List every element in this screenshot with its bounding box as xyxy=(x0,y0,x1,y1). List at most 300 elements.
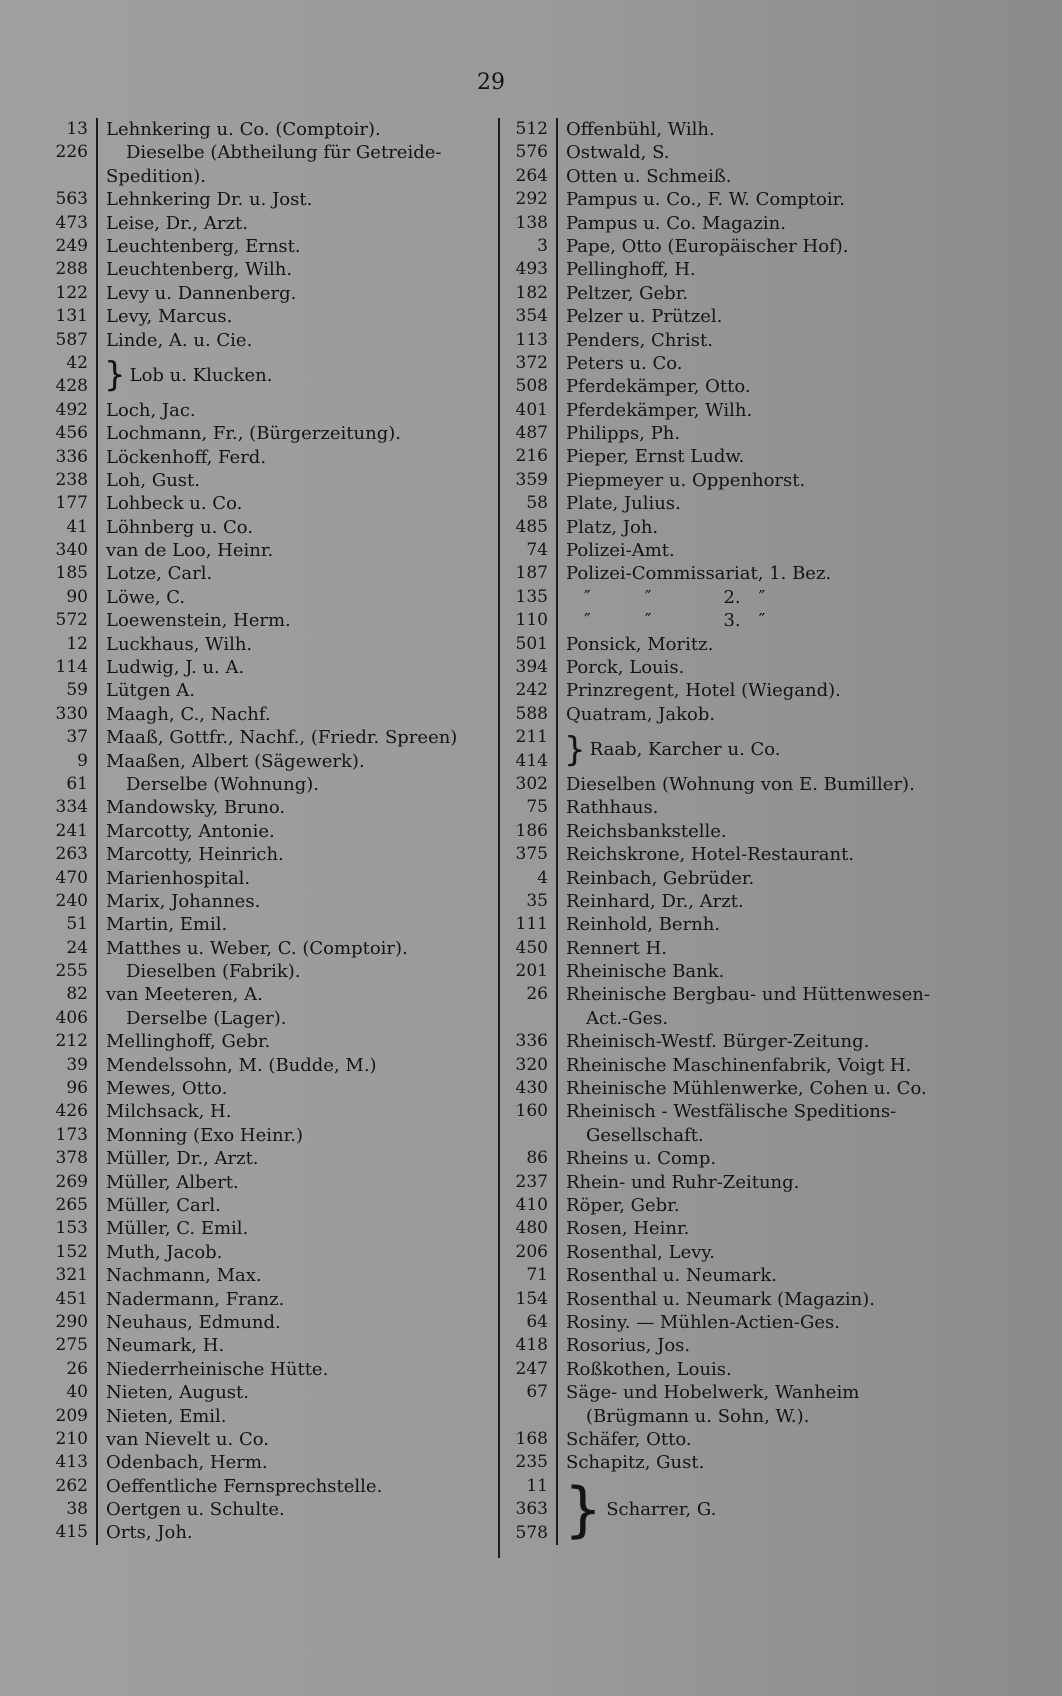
entry-number: 493 xyxy=(500,258,558,281)
entry-name: Ludwig, J. u. A. xyxy=(106,657,245,679)
entry-number: 38 xyxy=(40,1498,98,1521)
entry-name: Nachmann, Max. xyxy=(106,1265,262,1287)
entry-row xyxy=(40,446,480,469)
entry-number: 113 xyxy=(500,329,558,352)
entry-name: Rheinisch-Westf. Bürger-Zeitung. xyxy=(566,1031,870,1053)
entry-number: 578 xyxy=(515,1522,548,1543)
entry-row xyxy=(40,1428,480,1451)
entry-number: 168 xyxy=(500,1428,558,1451)
entry-row xyxy=(500,492,1000,515)
entry-name: Müller, C. Emil. xyxy=(106,1218,249,1240)
entry-number: 512 xyxy=(500,118,558,141)
entry-number: 336 xyxy=(500,1030,558,1053)
entry-name: Peltzer, Gebr. xyxy=(566,282,689,304)
entry-numbers xyxy=(40,352,98,399)
entry-number: 255 xyxy=(40,960,98,983)
entry-name: Röper, Gebr. xyxy=(566,1195,680,1216)
entry-name: Oertgen u. Schulte. xyxy=(106,1499,285,1521)
entry-number: 37 xyxy=(40,726,98,749)
entry-row xyxy=(40,516,480,539)
entry-name: Löckenhoff, Ferd. xyxy=(106,446,267,468)
entry-name: Levy u. Dannenberg. xyxy=(106,282,297,304)
entry-row xyxy=(40,609,480,632)
entry-row xyxy=(500,773,1000,796)
entry-name: Rhein- und Ruhr-Zeitung. xyxy=(566,1171,800,1193)
entry-name: Rheinische Bergbau- und Hüttenwesen- xyxy=(566,984,930,1006)
entry-row xyxy=(500,329,1000,352)
entry-row xyxy=(40,141,480,164)
entry-number: 39 xyxy=(40,1054,98,1077)
entry-name: Martin, Emil. xyxy=(106,914,228,936)
entry-number: 492 xyxy=(40,399,98,422)
entry-name: Reinbach, Gebrüder. xyxy=(566,867,755,889)
entry-row xyxy=(500,1241,1000,1264)
entry-name: Prinzregent, Hotel (Wiegand). xyxy=(566,680,841,702)
entry-number: 177 xyxy=(40,492,98,515)
entry-row xyxy=(500,937,1000,960)
entry-row xyxy=(40,586,480,609)
entry-row xyxy=(500,118,1000,141)
entry-row xyxy=(40,773,480,796)
entry-number: 363 xyxy=(515,1499,548,1520)
entry-name: Philipps, Ph. xyxy=(566,423,681,445)
entry-name: Müller, Dr., Arzt. xyxy=(106,1148,259,1170)
entry-number: 450 xyxy=(500,937,558,960)
entry-row xyxy=(40,1147,480,1170)
entry-number: 187 xyxy=(500,562,558,585)
entry-number: 240 xyxy=(40,890,98,913)
entry-name: Orts, Joh. xyxy=(106,1522,193,1544)
entry-name: Levy, Marcus. xyxy=(106,306,233,328)
entry-row xyxy=(40,282,480,305)
entry-name: Säge- und Hobelwerk, Wanheim xyxy=(566,1382,860,1404)
entry-number: 11 xyxy=(526,1475,548,1496)
entry-name: Leuchtenberg, Ernst. xyxy=(106,235,301,257)
entry-name: Rosen, Heinr. xyxy=(566,1218,690,1240)
entry-row xyxy=(500,913,1000,936)
entry-numbers xyxy=(500,1475,558,1545)
entry-row xyxy=(500,1381,1000,1404)
entry-number: 237 xyxy=(500,1171,558,1194)
entry-row xyxy=(40,1451,480,1474)
entry-row xyxy=(40,165,480,188)
entry-row xyxy=(40,656,480,679)
entry-name: Pieper, Ernst Ludw. xyxy=(566,446,745,468)
entry-number: 41 xyxy=(40,516,98,539)
entry-name: Lütgen A. xyxy=(106,680,195,702)
entry-number: 588 xyxy=(500,703,558,726)
entry-number: 42 xyxy=(66,352,88,373)
entry-name: Rheins u. Comp. xyxy=(566,1148,717,1170)
entry-name: Reinhard, Dr., Arzt. xyxy=(566,890,744,912)
entry-row xyxy=(40,1007,480,1030)
entry-name: Pellinghoff, H. xyxy=(566,259,696,281)
entry-number: 71 xyxy=(500,1264,558,1287)
entry-row xyxy=(500,1264,1000,1287)
entry-row xyxy=(500,399,1000,422)
entry-number: 153 xyxy=(40,1217,98,1240)
entry-name-group xyxy=(558,726,781,773)
entry-name: Loewenstein, Herm. xyxy=(106,610,291,632)
entry-row xyxy=(40,1100,480,1123)
entry-name: Peters u. Co. xyxy=(566,352,683,374)
entry-name: Raab, Karcher u. Co. xyxy=(589,738,781,760)
entry-row xyxy=(500,141,1000,164)
entry-number: 410 xyxy=(500,1194,558,1217)
entry-name: Pelzer u. Prützel. xyxy=(566,306,723,328)
entry-row xyxy=(500,445,1000,468)
entry-row xyxy=(500,1311,1000,1334)
entry-name: Dieselbe (Abtheilung für Getreide- xyxy=(126,142,442,164)
entry-row xyxy=(40,492,480,515)
entry-name: Nadermann, Franz. xyxy=(106,1288,285,1310)
entry-row xyxy=(40,867,480,890)
entry-number: 576 xyxy=(500,141,558,164)
entry-number: 58 xyxy=(500,492,558,515)
entry-number: 292 xyxy=(500,188,558,211)
entry-name-group xyxy=(98,352,272,399)
entry-row xyxy=(500,212,1000,235)
entry-row xyxy=(40,1194,480,1217)
entry-row xyxy=(500,305,1000,328)
entry-row xyxy=(40,469,480,492)
entry-name: Marix, Johannes. xyxy=(106,890,261,912)
entry-row xyxy=(500,516,1000,539)
entry-row xyxy=(40,1077,480,1100)
entry-number: 354 xyxy=(500,305,558,328)
entry-name: Mellinghoff, Gebr. xyxy=(106,1031,271,1053)
entry-name: Schäfer, Otto. xyxy=(566,1428,692,1450)
entry-name: Derselbe (Wohnung). xyxy=(126,773,320,795)
entry-number: 185 xyxy=(40,562,98,585)
entry-name: Rheinische Maschinenfabrik, Voigt H. xyxy=(566,1054,912,1076)
entry-row xyxy=(40,258,480,281)
entry-name: Roßkothen, Louis. xyxy=(566,1358,732,1380)
entry-number: 24 xyxy=(40,937,98,960)
entry-number: 378 xyxy=(40,1147,98,1170)
entry-row xyxy=(40,750,480,773)
entry-row xyxy=(40,562,480,585)
entry-name: Mewes, Otto. xyxy=(106,1078,228,1100)
entry-row xyxy=(500,562,1000,585)
entry-number: 563 xyxy=(40,188,98,211)
entry-name: Rosenthal u. Neumark. xyxy=(566,1265,777,1287)
entry-name: Plate, Julius. xyxy=(566,493,681,515)
entry-name: Lochmann, Fr., (Bürgerzeitung). xyxy=(106,423,401,445)
entry-name: Müller, Carl. xyxy=(106,1195,221,1216)
entry-name: Porck, Louis. xyxy=(566,656,685,678)
entry-number: 160 xyxy=(500,1100,558,1123)
entry-number xyxy=(500,1124,558,1147)
entry-name: ″ ″ 2. ″ xyxy=(566,586,766,608)
entry-name: Lehnkering u. Co. (Comptoir). xyxy=(106,119,381,140)
entry-row xyxy=(40,1264,480,1287)
entry-number: 238 xyxy=(40,469,98,492)
entry-row xyxy=(500,258,1000,281)
entry-name: Löwe, C. xyxy=(106,586,186,608)
entry-name: Loh, Gust. xyxy=(106,469,200,491)
entry-name: Polizei-Amt. xyxy=(566,540,675,562)
entry-row xyxy=(40,983,480,1006)
entry-number: 96 xyxy=(40,1077,98,1100)
entry-number: 182 xyxy=(500,282,558,305)
entry-name-group xyxy=(558,1475,716,1545)
entry-number: 406 xyxy=(40,1007,98,1030)
entry-name: Rheinische Bank. xyxy=(566,961,725,983)
entry-name: Rennert H. xyxy=(566,937,668,959)
entry-row xyxy=(500,375,1000,398)
entry-name: Marienhospital. xyxy=(106,867,251,889)
entry-number: 426 xyxy=(40,1100,98,1123)
entry-name: Neuhaus, Edmund. xyxy=(106,1311,281,1333)
entry-name: Schapitz, Gust. xyxy=(566,1452,705,1474)
entry-number: 186 xyxy=(500,820,558,843)
entry-number: 201 xyxy=(500,960,558,983)
left-column xyxy=(40,118,480,1545)
entry-row xyxy=(500,586,1000,609)
entry-number: 320 xyxy=(500,1054,558,1077)
entry-number: 428 xyxy=(55,376,88,397)
entry-name: van Meeteren, A. xyxy=(106,984,263,1006)
entry-number: 211 xyxy=(515,727,548,748)
entry-number: 242 xyxy=(500,679,558,702)
entry-row xyxy=(40,1054,480,1077)
entry-name: Löhnberg u. Co. xyxy=(106,516,254,538)
entry-number: 330 xyxy=(40,703,98,726)
entry-number: 394 xyxy=(500,656,558,679)
entry-number: 114 xyxy=(40,656,98,679)
entry-row xyxy=(40,188,480,211)
entry-number: 12 xyxy=(40,633,98,656)
entry-number: 336 xyxy=(40,446,98,469)
entry-row xyxy=(40,796,480,819)
entry-name: Lohbeck u. Co. xyxy=(106,493,243,515)
entry-number: 275 xyxy=(40,1334,98,1357)
entry-number: 86 xyxy=(500,1147,558,1170)
entry-row xyxy=(40,679,480,702)
entry-row xyxy=(500,656,1000,679)
entry-row xyxy=(500,960,1000,983)
entry-name: Matthes u. Weber, C. (Comptoir). xyxy=(106,937,408,959)
entry-row xyxy=(40,1124,480,1147)
entry-number: 209 xyxy=(40,1405,98,1428)
entry-name: Reichsbankstelle. xyxy=(566,820,727,842)
entry-row xyxy=(40,118,480,141)
entry-row xyxy=(40,1171,480,1194)
entry-row xyxy=(500,1217,1000,1240)
entry-name: Nieten, August. xyxy=(106,1382,249,1404)
entry-number: 111 xyxy=(500,913,558,936)
entry-row xyxy=(40,1358,480,1381)
entry-row xyxy=(40,1241,480,1264)
entry-row xyxy=(40,1217,480,1240)
entry-row xyxy=(500,1007,1000,1030)
entry-name: Platz, Joh. xyxy=(566,516,659,538)
entry-number: 206 xyxy=(500,1241,558,1264)
entry-number: 263 xyxy=(40,843,98,866)
entry-name: Derselbe (Lager). xyxy=(126,1007,287,1029)
entry-row xyxy=(500,609,1000,632)
entry-name: Lotze, Carl. xyxy=(106,563,213,585)
entry-name: Maaß, Gottfr., Nachf., (Friedr. Spreen) xyxy=(106,727,458,749)
entry-name: Lehnkering Dr. u. Jost. xyxy=(106,189,313,211)
page-number: 29 xyxy=(477,70,505,95)
brace-icon: } xyxy=(104,355,126,396)
entry-number: 340 xyxy=(40,539,98,562)
entry-number: 375 xyxy=(500,843,558,866)
entry-row xyxy=(500,1428,1000,1451)
entry-number: 262 xyxy=(40,1475,98,1498)
entry-row xyxy=(40,1334,480,1357)
entry-number: 26 xyxy=(40,1358,98,1381)
entry-name: Reinhold, Bernh. xyxy=(566,914,721,936)
entry-number: 64 xyxy=(500,1311,558,1334)
entry-name: Reichskrone, Hotel-Restaurant. xyxy=(566,844,855,866)
entry-number: 321 xyxy=(40,1264,98,1287)
entry-number: 249 xyxy=(40,235,98,258)
entry-row xyxy=(500,1124,1000,1147)
entry-name: Monning (Exo Heinr.) xyxy=(106,1124,303,1146)
brace-icon: } xyxy=(564,1474,603,1545)
entry-name: Linde, A. u. Cie. xyxy=(106,329,253,351)
entry-name: Luckhaus, Wilh. xyxy=(106,633,253,655)
entry-number: 61 xyxy=(40,773,98,796)
entry-name: Nieten, Emil. xyxy=(106,1405,227,1427)
entry-name: Loch, Jac. xyxy=(106,399,196,421)
entry-name: Neumark, H. xyxy=(106,1335,225,1357)
entry-name: Spedition). xyxy=(106,165,206,187)
entry-name: Rosenthal u. Neumark (Magazin). xyxy=(566,1288,875,1310)
entry-row xyxy=(40,726,480,749)
entry-number: 415 xyxy=(40,1521,98,1544)
entry-row xyxy=(500,796,1000,819)
entry-number: 135 xyxy=(500,586,558,609)
entry-name: Pampus u. Co. Magazin. xyxy=(566,212,786,234)
entry-row xyxy=(500,422,1000,445)
entry-row xyxy=(40,703,480,726)
entry-number: 210 xyxy=(40,1428,98,1451)
brace-icon: } xyxy=(564,729,586,770)
entry-number: 451 xyxy=(40,1288,98,1311)
entry-name: Rosiny. — Mühlen-Actien-Ges. xyxy=(566,1311,841,1333)
entry-name: Pape, Otto (Europäischer Hof). xyxy=(566,235,849,257)
entry-row xyxy=(500,867,1000,890)
entry-number: 110 xyxy=(500,609,558,632)
entry-row xyxy=(500,352,1000,375)
entry-row xyxy=(500,1171,1000,1194)
entry-number: 480 xyxy=(500,1217,558,1240)
entry-number: 247 xyxy=(500,1358,558,1381)
entry-row xyxy=(40,329,480,352)
entry-group xyxy=(500,1475,1000,1545)
entry-row xyxy=(500,983,1000,1006)
entry-name: Pampus u. Co., F. W. Comptoir. xyxy=(566,189,845,211)
entry-number: 122 xyxy=(40,282,98,305)
entry-number: 401 xyxy=(500,399,558,422)
entry-name: Dieselben (Fabrik). xyxy=(126,961,301,983)
entry-row xyxy=(40,1381,480,1404)
entry-name: Rheinisch - Westfälische Speditions- xyxy=(566,1101,897,1123)
entry-name: Mandowsky, Bruno. xyxy=(106,797,286,819)
entry-number: 587 xyxy=(40,329,98,352)
entry-number: 290 xyxy=(40,1311,98,1334)
entry-row xyxy=(500,1147,1000,1170)
entry-row xyxy=(40,960,480,983)
entry-number xyxy=(40,165,98,188)
entry-number: 413 xyxy=(40,1451,98,1474)
entry-row xyxy=(40,843,480,866)
entry-number: 35 xyxy=(500,890,558,913)
entry-name: Leise, Dr., Arzt. xyxy=(106,212,248,234)
entry-row xyxy=(40,913,480,936)
entry-name: Maaßen, Albert (Sägewerk). xyxy=(106,750,365,772)
entry-row xyxy=(500,539,1000,562)
entry-name: Polizei-Commissariat, 1. Bez. xyxy=(566,563,832,585)
entry-row xyxy=(500,1100,1000,1123)
entry-name: Oeffentliche Fernsprechstelle. xyxy=(106,1475,383,1497)
entry-row xyxy=(40,1521,480,1544)
entry-number: 82 xyxy=(40,983,98,1006)
entry-number: 501 xyxy=(500,633,558,656)
entry-number: 226 xyxy=(40,141,98,164)
entry-name: Marcotty, Heinrich. xyxy=(106,844,284,866)
entry-number: 456 xyxy=(40,422,98,445)
entry-row xyxy=(500,235,1000,258)
entry-number: 173 xyxy=(40,1124,98,1147)
entry-group xyxy=(500,726,1000,773)
entry-row xyxy=(40,1498,480,1521)
entry-number: 269 xyxy=(40,1171,98,1194)
entry-number: 131 xyxy=(40,305,98,328)
entry-row xyxy=(40,937,480,960)
entry-number: 40 xyxy=(40,1381,98,1404)
entry-row xyxy=(40,1288,480,1311)
entry-row xyxy=(40,422,480,445)
entry-name: Rosorius, Jos. xyxy=(566,1335,691,1357)
entry-row xyxy=(500,469,1000,492)
entry-number xyxy=(500,1007,558,1030)
entry-number: 302 xyxy=(500,773,558,796)
entry-group xyxy=(40,352,480,399)
entry-name: (Brügmann u. Sohn, W.). xyxy=(586,1405,810,1427)
entry-row xyxy=(500,1451,1000,1474)
entry-row xyxy=(500,633,1000,656)
entry-number: 26 xyxy=(500,983,558,1006)
entry-row xyxy=(40,890,480,913)
entry-number: 59 xyxy=(40,679,98,702)
entry-name: Mendelssohn, M. (Budde, M.) xyxy=(106,1054,377,1076)
entry-row xyxy=(500,679,1000,702)
entry-number: 288 xyxy=(40,258,98,281)
entry-number: 470 xyxy=(40,867,98,890)
entry-row xyxy=(40,1030,480,1053)
entry-row xyxy=(500,843,1000,866)
entry-name: Muth, Jacob. xyxy=(106,1241,223,1263)
entry-numbers xyxy=(500,726,558,773)
entry-name: Act.-Ges. xyxy=(586,1007,669,1029)
entry-number: 572 xyxy=(40,609,98,632)
right-column xyxy=(498,118,1000,1558)
entry-name: Müller, Albert. xyxy=(106,1171,239,1193)
entry-number: 90 xyxy=(40,586,98,609)
entry-name: Pferdekämper, Wilh. xyxy=(566,399,753,421)
entry-number: 51 xyxy=(40,913,98,936)
entry-name: Maagh, C., Nachf. xyxy=(106,703,271,725)
entry-row xyxy=(500,703,1000,726)
entry-name: Dieselben (Wohnung von E. Bumiller). xyxy=(566,773,915,795)
entry-number: 152 xyxy=(40,1241,98,1264)
entry-row xyxy=(500,1405,1000,1428)
